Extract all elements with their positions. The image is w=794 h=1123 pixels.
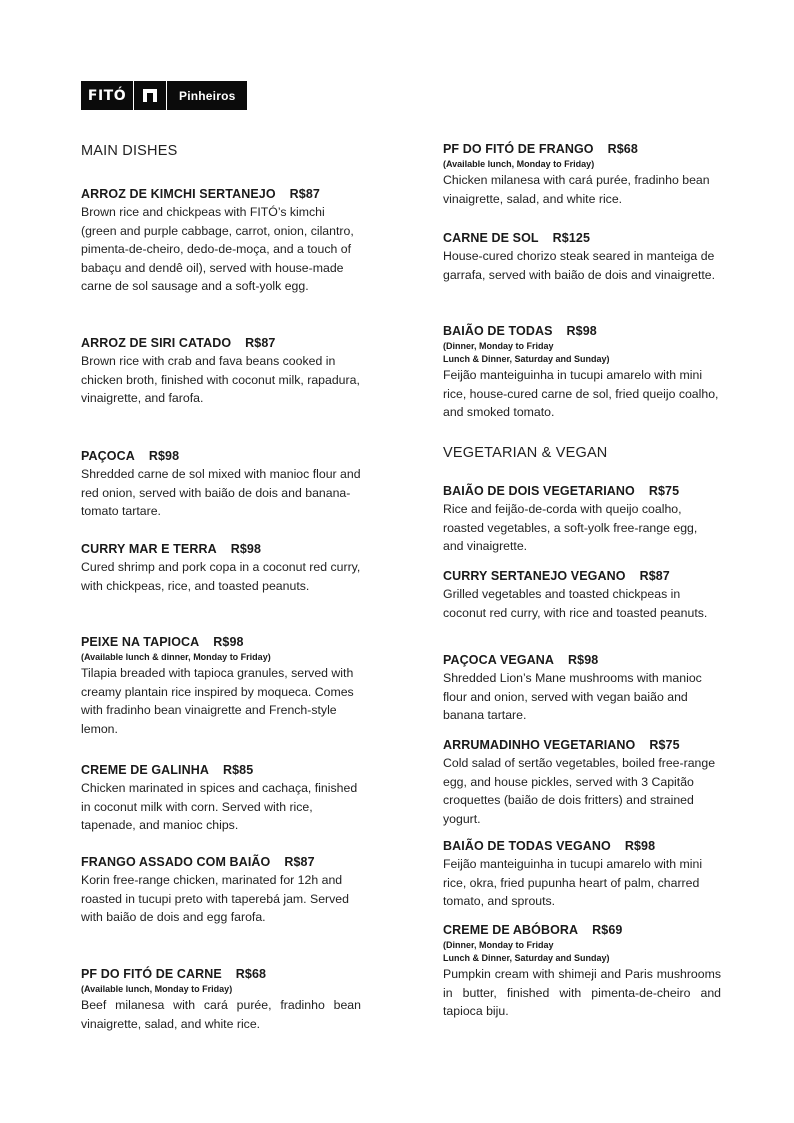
item-description: Brown rice and chickpeas with FITÓ’s kimchi (green and purple cabbage, carrot, onion, cilantro, pimenta-de-cheiro, dedo-de-moça, and a touch of babaçu and dendê oil), served with house-made carne de sol sausage and a soft-yolk egg. bbox=[81, 205, 354, 293]
item-name: PF DO FITÓ DE CARNE bbox=[81, 967, 222, 981]
item-description: Shredded carne de sol mixed with manioc flour and red onion, served with baião de dois and banana-tomato tartare. bbox=[81, 467, 361, 518]
item-name: CREME DE ABÓBORA bbox=[443, 923, 579, 937]
item-description: Tilapia breaded with tapioca granules, served with creamy plantain rice inspired by moqueca. Comes with fradinho bean vinaigrette and French-style lemon. bbox=[81, 666, 354, 736]
item-description: Shredded Lion’s Mane mushrooms with manioc flour and onion, served with vegan baião and banana tartare. bbox=[443, 671, 702, 722]
menu-item bbox=[443, 230, 721, 284]
item-name: PAÇOCA bbox=[81, 449, 135, 463]
item-description: Brown rice with crab and fava beans cooked in chicken broth, finished with coconut milk, rapadura, vinaigrette, and farofa. bbox=[81, 354, 360, 405]
item-price: R$125 bbox=[552, 231, 590, 245]
section-title-vegetarian-vegan: VEGETARIAN & VEGAN bbox=[443, 445, 608, 461]
item-name: ARROZ DE SIRI CATADO bbox=[81, 336, 232, 350]
brand-name: FITÓ bbox=[87, 87, 127, 104]
menu-item bbox=[81, 634, 361, 738]
menu-item bbox=[443, 483, 721, 556]
item-price: R$68 bbox=[235, 967, 267, 981]
brand-mark-icon bbox=[134, 81, 166, 110]
item-description: Grilled vegetables and toasted chickpeas in coconut red curry, with rice and toasted peanuts. bbox=[443, 587, 708, 620]
item-price: R$87 bbox=[639, 569, 670, 583]
item-name: PF DO FITÓ DE FRANGO bbox=[443, 142, 594, 156]
item-description: Korin free-range chicken, marinated for 12h and roasted in tucupi preto with taperebá jam. Served with baião de dois and egg farofa. bbox=[81, 873, 349, 924]
item-price: R$98 bbox=[624, 839, 656, 853]
item-price: R$87 bbox=[289, 187, 320, 201]
item-description: Cured shrimp and pork copa in a coconut red curry, with chickpeas, rice, and toasted peanuts. bbox=[81, 560, 361, 593]
item-description: House-cured chorizo steak seared in manteiga de garrafa, served with baião de dois and vinaigrette. bbox=[443, 249, 716, 282]
item-name: CARNE DE SOL bbox=[443, 231, 539, 245]
menu-item bbox=[443, 141, 721, 208]
item-price: R$98 bbox=[213, 635, 244, 649]
item-price: R$69 bbox=[592, 923, 623, 937]
item-description: Chicken marinated in spices and cachaça, finished in coconut milk with corn. Served with rice, tapenade, and manioc chips. bbox=[81, 781, 358, 832]
item-availability-note: (Available lunch, Monday to Friday) bbox=[443, 159, 595, 169]
brand-location: Pinheiros bbox=[179, 88, 236, 103]
menu-item bbox=[443, 838, 721, 911]
item-name: BAIÃO DE TODAS VEGANO bbox=[443, 839, 611, 853]
menu-item bbox=[81, 854, 361, 927]
item-description: Beef milanesa with cará purée, fradinho bean vinaigrette, salad, and white rice. bbox=[81, 998, 361, 1031]
menu-item bbox=[443, 922, 721, 1021]
item-availability-note: (Dinner, Monday to Friday Lunch & Dinner, Saturday and Sunday) bbox=[443, 940, 610, 963]
menu-item bbox=[443, 737, 721, 828]
item-description: Pumpkin cream with shimeji and Paris mushrooms in butter, finished with pimenta-de-cheiro and tapioca biju. bbox=[443, 967, 721, 1018]
menu-item bbox=[81, 335, 361, 408]
item-name: ARROZ DE KIMCHI SERTANEJO bbox=[81, 187, 276, 201]
item-availability-note: (Available lunch & dinner, Monday to Friday) bbox=[81, 652, 271, 662]
menu-item bbox=[81, 541, 361, 595]
item-description: Feijão manteiguinha in tucupi amarelo with mini rice, okra, fried pupunha heart of palm, charred tomato, and sprouts. bbox=[443, 857, 703, 908]
item-price: R$75 bbox=[649, 738, 680, 752]
item-name: BAIÃO DE DOIS VEGETARIANO bbox=[443, 484, 635, 498]
item-name: PEIXE NA TAPIOCA bbox=[81, 635, 200, 649]
item-description: Rice and feijão-de-corda with queijo coalho, roasted vegetables, a soft-yolk free-range egg, and vinaigrette. bbox=[443, 502, 698, 553]
item-availability-note: (Dinner, Monday to Friday Lunch & Dinner, Saturday and Sunday) bbox=[443, 341, 610, 364]
item-name: CURRY SERTANEJO VEGANO bbox=[443, 569, 626, 583]
item-name: CREME DE GALINHA bbox=[81, 763, 209, 777]
menu-item bbox=[81, 448, 361, 521]
item-name: ARRUMADINHO VEGETARIANO bbox=[443, 738, 636, 752]
section-title-main-dishes: MAIN DISHES bbox=[81, 143, 178, 159]
menu-item bbox=[81, 186, 361, 296]
menu-item bbox=[443, 652, 721, 725]
item-description: Feijão manteiguinha in tucupi amarelo with mini rice, house-cured carne de sol, fried queijo coalho, and smoked tomato. bbox=[443, 368, 719, 419]
item-description: Chicken milanesa with cará purée, fradinho bean vinaigrette, salad, and white rice. bbox=[443, 173, 710, 206]
item-availability-note: (Available lunch, Monday to Friday) bbox=[81, 984, 233, 994]
item-price: R$85 bbox=[223, 763, 254, 777]
item-price: R$75 bbox=[648, 484, 680, 498]
item-name: FRANGO ASSADO COM BAIÃO bbox=[81, 855, 271, 869]
item-price: R$98 bbox=[148, 449, 180, 463]
menu-item bbox=[81, 762, 361, 835]
item-name: PAÇOCA VEGANA bbox=[443, 653, 555, 667]
item-price: R$98 bbox=[566, 324, 597, 338]
brand-logo bbox=[81, 81, 247, 110]
item-name: BAIÃO DE TODAS bbox=[443, 324, 553, 338]
menu-item bbox=[443, 568, 721, 622]
item-description: Cold salad of sertão vegetables, boiled free-range egg, and house pickles, served with 3 Capitão croquettes (baião de dois fritters) and strained yogurt. bbox=[443, 756, 716, 826]
item-price: R$87 bbox=[245, 336, 276, 350]
item-price: R$98 bbox=[568, 653, 599, 667]
item-price: R$87 bbox=[284, 855, 315, 869]
menu-item bbox=[443, 323, 721, 422]
item-name: CURRY MAR E TERRA bbox=[81, 542, 217, 556]
menu-item bbox=[81, 966, 361, 1033]
item-price: R$98 bbox=[230, 542, 262, 556]
item-price: R$68 bbox=[607, 142, 638, 156]
